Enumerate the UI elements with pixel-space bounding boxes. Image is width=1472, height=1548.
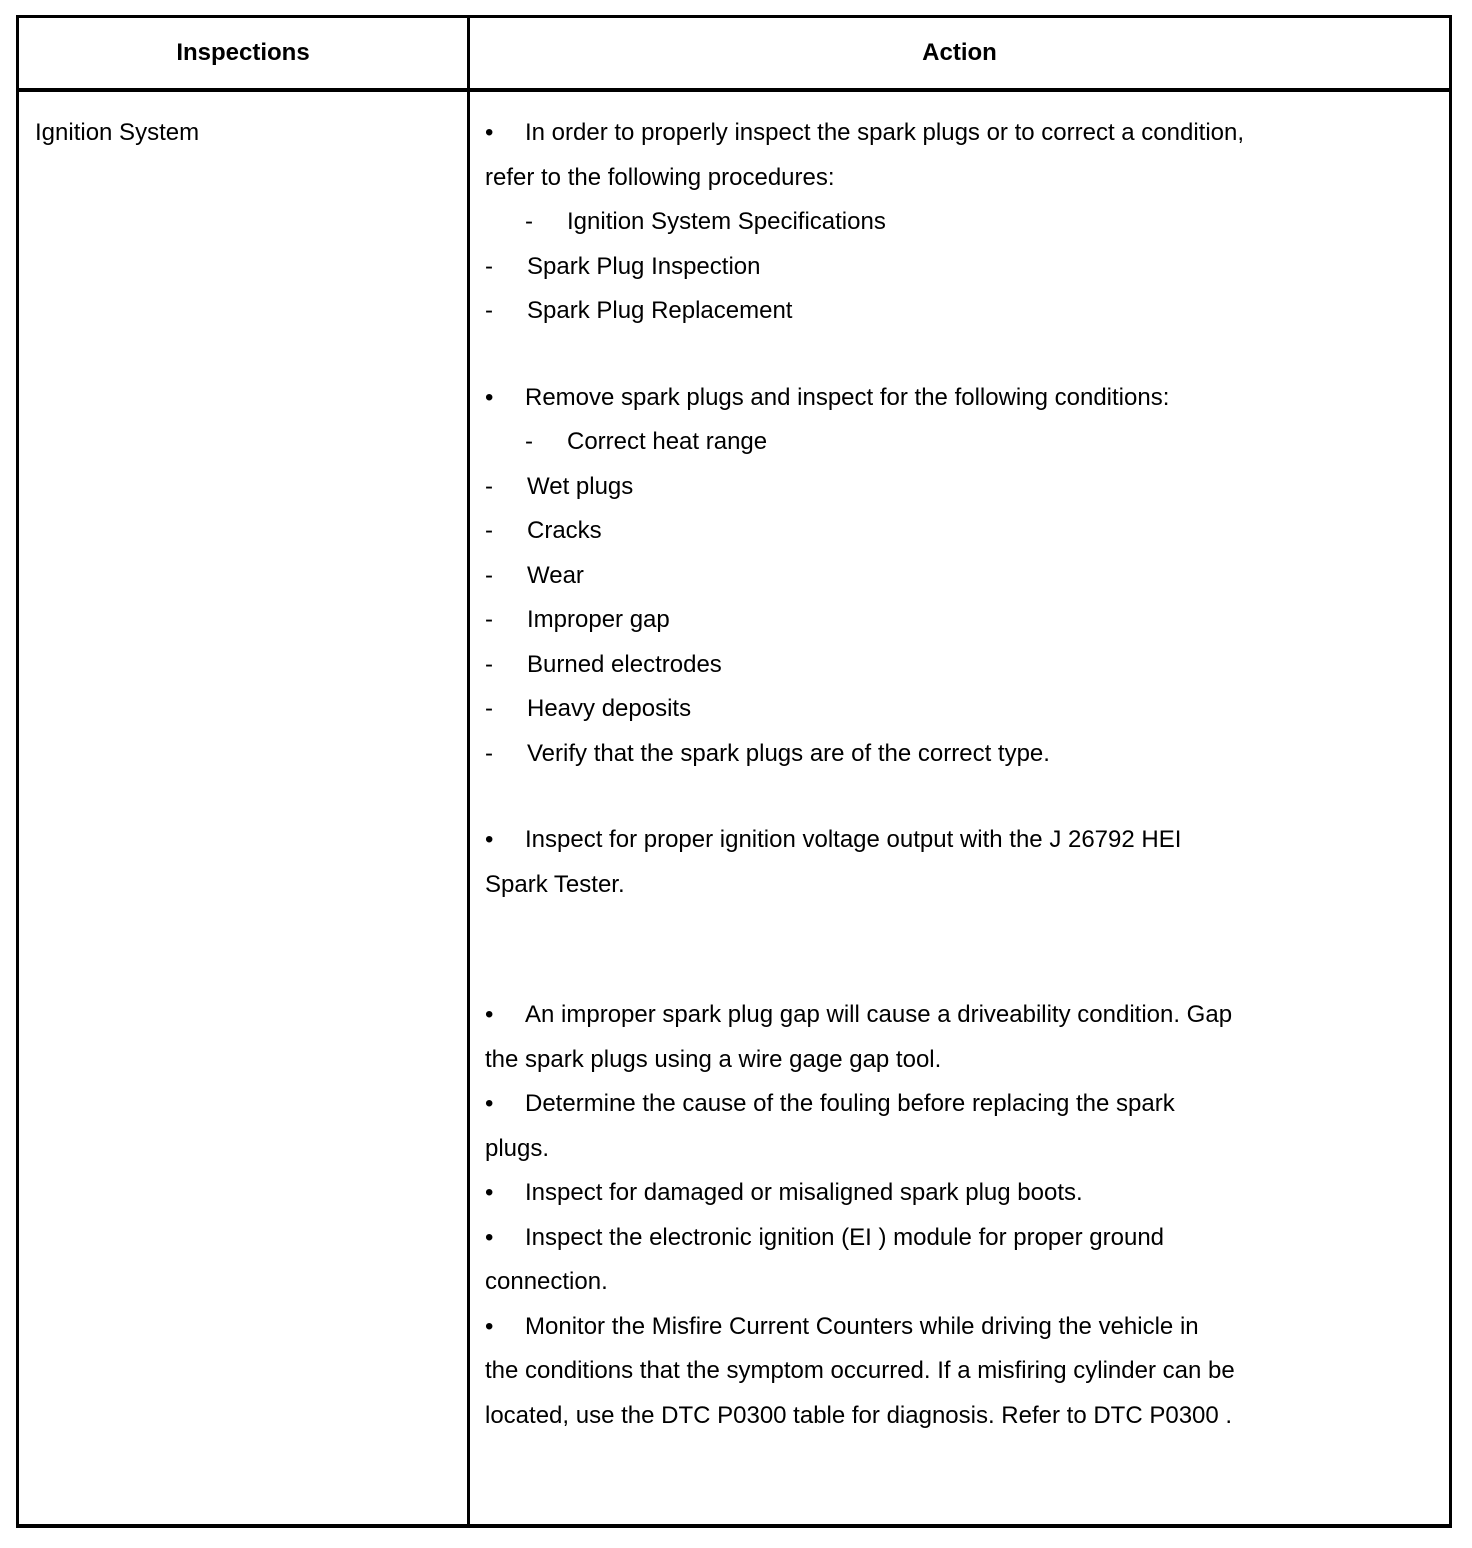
sub-item: - Wet plugs xyxy=(485,465,1385,510)
table-header xyxy=(19,18,1449,92)
bullet-icon: • xyxy=(485,826,494,853)
list-item: • Inspect for damaged or misaligned spark plug boots. xyxy=(485,1171,1385,1216)
list-item: • Inspect the electronic ignition (EI ) module for proper ground xyxy=(485,1216,1385,1261)
dash-icon: - xyxy=(485,252,493,280)
bullet-icon: • xyxy=(485,119,494,146)
list-item: • Monitor the Misfire Current Counters while driving the vehicle in xyxy=(485,1305,1385,1350)
list-item-continued: the conditions that the symptom occurred. If a misfiring cylinder can be xyxy=(485,1357,1235,1384)
list-item: • Remove spark plugs and inspect for the following conditions: xyxy=(485,376,1385,421)
dash-icon: - xyxy=(485,561,493,589)
sub-item: - Cracks xyxy=(485,509,1385,554)
list-item: • Inspect for proper ignition voltage output with the J 26792 HEI xyxy=(485,818,1385,863)
sub-item: - Spark Plug Replacement xyxy=(485,289,1385,334)
bullet-icon: • xyxy=(485,1001,494,1028)
sub-item: - Spark Plug Inspection xyxy=(485,245,1385,290)
list-item-continued: refer to the following procedures: xyxy=(485,163,835,191)
list-item-continued: connection. xyxy=(485,1268,608,1295)
dash-icon: - xyxy=(485,695,493,722)
bullet-icon: • xyxy=(485,1312,494,1340)
sub-item: - Verify that the spark plugs are of the correct type. xyxy=(485,732,1385,777)
sub-item: - Burned electrodes xyxy=(485,643,1385,688)
dash-icon: - xyxy=(525,208,533,235)
dash-icon: - xyxy=(485,739,493,767)
dash-icon: - xyxy=(485,517,493,544)
list-item: • An improper spark plug gap will cause a driveability condition. Gap xyxy=(485,993,1385,1038)
sub-item: - Correct heat range xyxy=(485,420,1385,465)
dash-icon: - xyxy=(485,606,493,633)
list-item: • In order to properly inspect the spark plugs or to correct a condition, xyxy=(485,111,1385,156)
inspection-cell: Ignition System xyxy=(35,119,200,146)
list-item-continued: plugs. xyxy=(485,1134,550,1162)
sub-item: - Ignition System Specifications xyxy=(485,200,1385,245)
list-item-continued: located, use the DTC P0300 table for diagnosis. Refer to DTC P0300 . xyxy=(485,1401,1233,1429)
list-item-continued: the spark plugs using a wire gage gap tool. xyxy=(485,1045,942,1073)
inspection-table xyxy=(16,15,1452,1528)
bullet-icon: • xyxy=(485,383,494,411)
dash-icon: - xyxy=(485,650,493,678)
column-divider xyxy=(467,18,470,1524)
header-inspections: Inspections xyxy=(176,39,310,66)
dash-icon: - xyxy=(525,428,533,455)
sub-item: - Wear xyxy=(485,554,1385,599)
dash-icon: - xyxy=(485,472,493,500)
list-item-continued: Spark Tester. xyxy=(485,870,625,898)
list-item: • Determine the cause of the fouling before replacing the spark xyxy=(485,1082,1385,1127)
sub-item: - Heavy deposits xyxy=(485,687,1385,732)
bullet-icon: • xyxy=(485,1090,494,1117)
header-action: Action xyxy=(922,39,997,66)
action-cell xyxy=(485,111,1385,1438)
bullet-icon: • xyxy=(485,1179,494,1206)
dash-icon: - xyxy=(485,297,493,324)
sub-item: - Improper gap xyxy=(485,598,1385,643)
bullet-icon: • xyxy=(485,1223,494,1251)
